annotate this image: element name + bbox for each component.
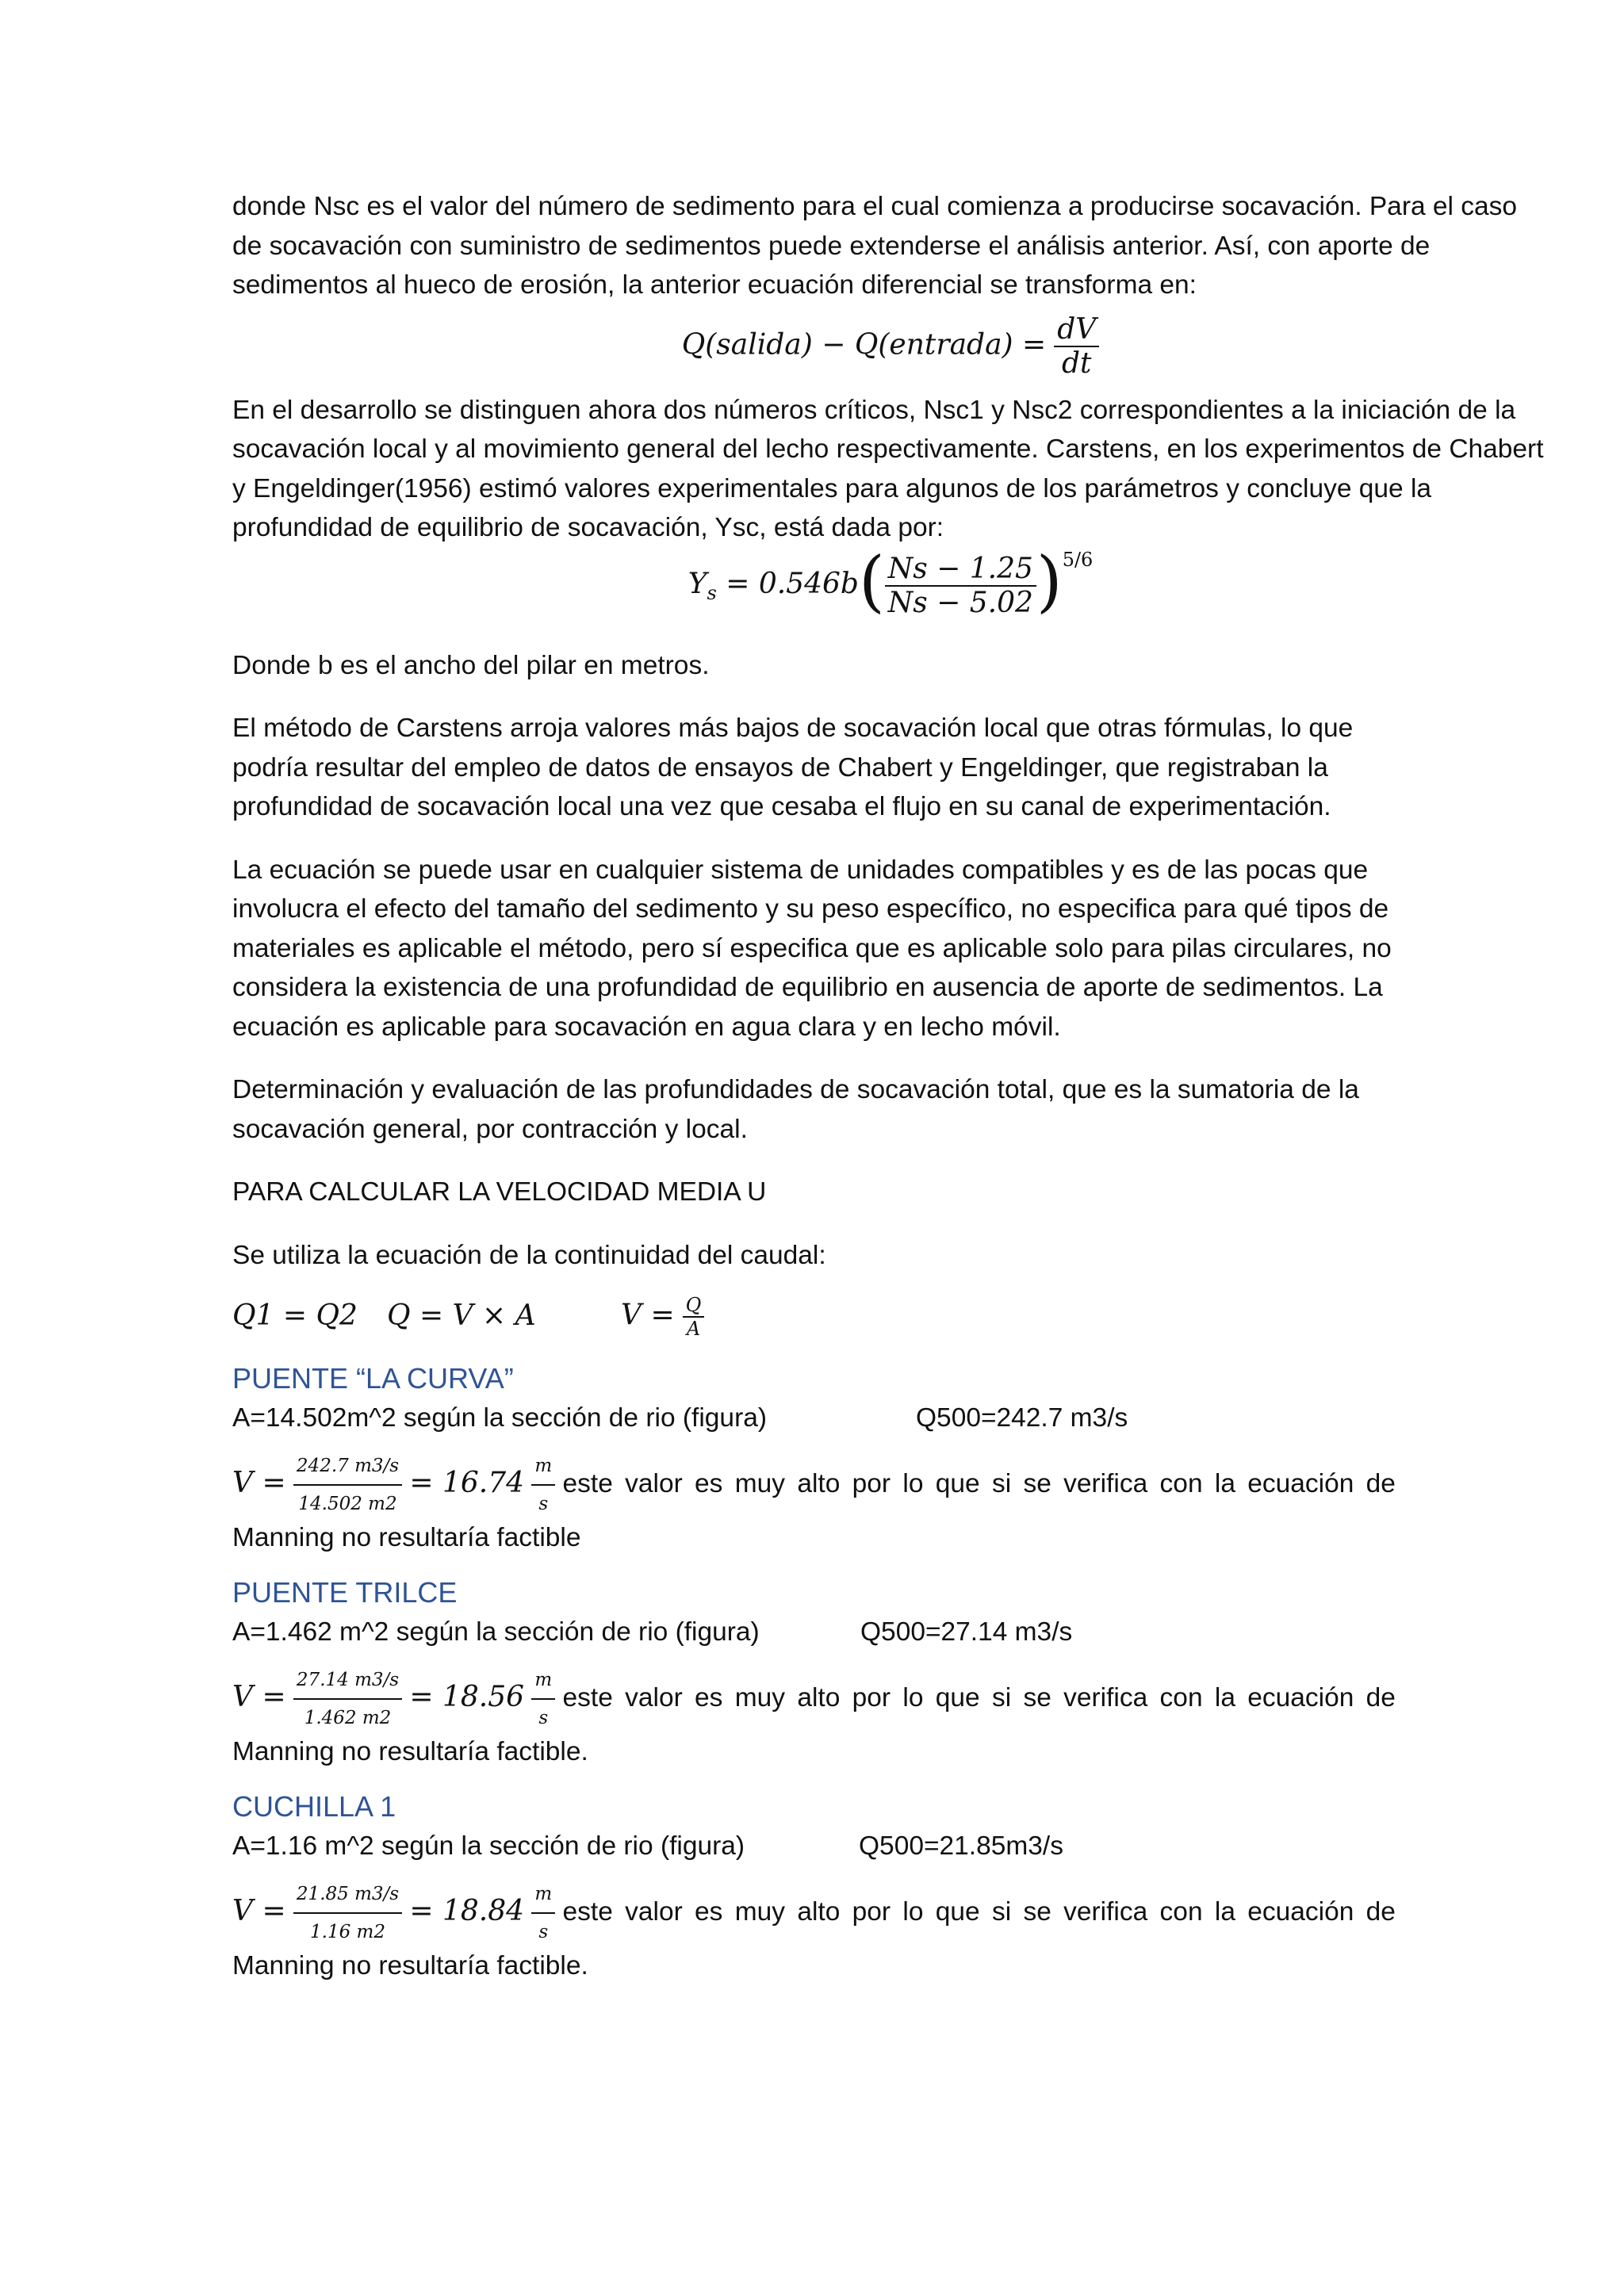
eq2-fraction	[885, 553, 1036, 619]
unit-denominator: s	[538, 1922, 549, 1942]
velocity-unit	[531, 1662, 555, 1736]
heading-puente-trilce: PUENTE TRILCE	[232, 1576, 458, 1609]
eq2-denominator: Ns − 5.02	[887, 586, 1033, 619]
eq3-numerator: Q	[683, 1294, 705, 1318]
document-body	[232, 187, 1549, 1982]
unit-numerator: m	[531, 1876, 555, 1914]
paragraph-total-scour: Determinación y evaluación de las profundidades de socavación total, que es la sumatoria de la socavación general, por contracción y local.	[232, 1075, 1359, 1144]
velocity-numerator: 27.14 m3/s	[293, 1662, 402, 1700]
eq2-subscript: s	[707, 582, 717, 605]
q500-text: Q500=21.85m3/s	[859, 1831, 1063, 1861]
section-puente-la-curva	[232, 1357, 1549, 1554]
area-text: A=1.462 m^2 según la sección de rio (figura)	[232, 1617, 760, 1647]
paragraph-b-definition: Donde b es el ancho del pilar en metros.	[232, 650, 710, 680]
velocity-numerator: 21.85 m3/s	[293, 1876, 402, 1914]
velocity-comment-line2: Manning no resultaría factible.	[232, 1737, 588, 1766]
q500-text: Q500=242.7 m3/s	[916, 1403, 1128, 1433]
eq2-ys	[688, 568, 859, 605]
velocity-label: V =	[232, 1466, 286, 1499]
eq3-denominator: A	[686, 1318, 701, 1340]
eq3-q1q2: Q1 = Q2	[232, 1299, 358, 1332]
velocity-denominator: 1.462 m2	[304, 1708, 392, 1728]
velocity-fraction	[293, 1448, 402, 1522]
velocity-fraction	[293, 1876, 402, 1950]
paragraph-velocity-title: PARA CALCULAR LA VELOCIDAD MEDIA U	[232, 1177, 767, 1207]
heading-puente-la-curva: PUENTE “LA CURVA”	[232, 1362, 514, 1395]
eq1-numerator: dV	[1054, 313, 1099, 347]
eq1-fraction	[1054, 313, 1099, 380]
eq1-left: Q(salida) − Q(entrada) =	[681, 328, 1047, 362]
velocity-unit	[531, 1448, 555, 1522]
unit-denominator: s	[538, 1494, 549, 1514]
area-row	[232, 1828, 1549, 1865]
velocity-denominator: 14.502 m2	[298, 1494, 397, 1514]
velocity-equation	[232, 1662, 1549, 1736]
eq2-right-paren: )	[1036, 541, 1063, 620]
velocity-comment: este valor es muy alto por lo que si se verifica con la ecuación de	[562, 1896, 1396, 1927]
velocity-unit	[531, 1876, 555, 1950]
eq2-left-paren: (	[858, 541, 885, 620]
velocity-result: = 16.74	[409, 1466, 525, 1499]
eq2-y: Y	[688, 568, 707, 601]
area-row	[232, 1400, 1549, 1437]
velocity-result: = 18.84	[409, 1894, 525, 1927]
velocity-denominator: 1.16 m2	[310, 1922, 385, 1942]
velocity-comment-line2: Manning no resultaría factible	[232, 1523, 581, 1552]
paragraph-critical-numbers: En el desarrollo se distinguen ahora dos números críticos, Nsc1 y Nsc2 correspondientes a la iniciación de la socavación local y al movimiento general del lecho respectivamente. Carstens, en los experimentos de Chabert y Engeldinger(1956) estimó valores experimentales para algunos de los parámetros y concluye que la profundidad de equilibrio de socavación, Ysc, está dada por:	[232, 395, 1544, 542]
velocity-equation	[232, 1876, 1549, 1950]
q500-text: Q500=27.14 m3/s	[860, 1617, 1073, 1647]
paragraph-equation-usage: La ecuación se puede usar en cualquier sistema de unidades compatibles y es de las pocas que involucra el efecto del tamaño del sedimento y su peso específico, no especifica para qué tipos de materiales es aplicable el método, pero sí especifica que es aplicable solo para pilas circulares, no considera la existencia de una profundidad de equilibrio en ausencia de aporte de sedimentos. La ecuación es aplicable para socavación en agua clara y en lecho móvil.	[232, 855, 1392, 1042]
unit-numerator: m	[531, 1448, 555, 1486]
velocity-equation	[232, 1448, 1549, 1522]
area-text: A=14.502m^2 según la sección de rio (figura)	[232, 1403, 768, 1433]
velocity-numerator: 242.7 m3/s	[293, 1448, 402, 1486]
paragraph-nsc: donde Nsc es el valor del número de sedimento para el cual comienza a producirse socavación. Para el caso de socavación con suministro de sedimentos puede extenderse el análisis anterior. Así, con aporte de sedimentos al hueco de erosión, la anterior ecuación diferencial se transforma en:	[232, 192, 1518, 300]
equation-continuity	[232, 1294, 1549, 1349]
paragraph-carstens-method: El método de Carstens arroja valores más bajos de socavación local que otras fórmulas, lo que podría resultar del empleo de datos de ensayos de Chabert y Engeldinger, que registraban la profundidad de socavación local una vez que cesaba el flujo en su canal de experimentación.	[232, 714, 1354, 821]
section-puente-trilce	[232, 1571, 1549, 1768]
eq1-denominator: dt	[1061, 346, 1092, 380]
section-cuchilla-1	[232, 1785, 1549, 1982]
velocity-comment-line2: Manning no resultaría factible.	[232, 1951, 588, 1980]
equation-continuity-sediment	[232, 313, 1549, 380]
eq3-fraction	[683, 1294, 705, 1340]
paragraph-continuity: Se utiliza la ecuación de la continuidad del caudal:	[232, 1240, 826, 1270]
velocity-label: V =	[232, 1680, 286, 1713]
eq2-numerator: Ns − 1.25	[885, 553, 1036, 587]
velocity-result: = 18.56	[409, 1680, 525, 1713]
area-row	[232, 1614, 1549, 1651]
eq3-qva: Q = V × A	[387, 1299, 536, 1332]
velocity-comment: este valor es muy alto por lo que si se verifica con la ecuación de	[562, 1682, 1396, 1712]
eq2-exponent: 5/6	[1062, 549, 1094, 572]
eq3-v: V =	[621, 1299, 675, 1332]
equation-carstens	[232, 541, 1549, 640]
eq2-coefficient: = 0.546b	[716, 568, 859, 601]
unit-denominator: s	[538, 1708, 549, 1728]
heading-cuchilla-1: CUCHILLA 1	[232, 1790, 396, 1823]
velocity-fraction	[293, 1662, 402, 1736]
unit-numerator: m	[531, 1662, 555, 1700]
velocity-label: V =	[232, 1894, 286, 1927]
velocity-comment: este valor es muy alto por lo que si se verifica con la ecuación de	[562, 1468, 1396, 1498]
area-text: A=1.16 m^2 según la sección de rio (figura)	[232, 1831, 745, 1861]
